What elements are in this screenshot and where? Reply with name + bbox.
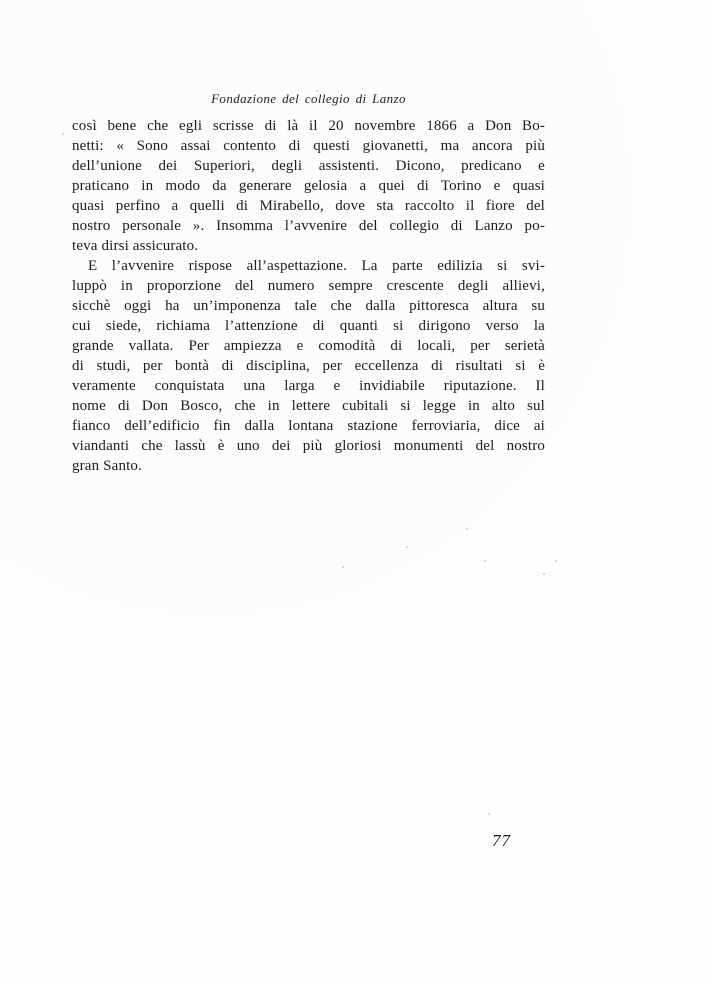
scan-speck <box>342 566 344 568</box>
scan-speck <box>484 560 486 562</box>
paragraph <box>72 116 545 256</box>
text-line: sicchè oggi ha un’imponenza tale che dalla pittoresca altura su <box>72 298 545 314</box>
scan-speck <box>62 133 64 135</box>
page-number: 77 <box>492 831 511 850</box>
scan-speck <box>466 528 468 530</box>
paragraph <box>72 256 545 476</box>
text-line: dell’unione dei Superiori, degli assistenti. Dicono, predicano e <box>72 158 545 174</box>
text-line: fianco dell’edificio fin dalla lontana stazione ferroviaria, dice ai <box>72 418 545 434</box>
text-line: luppò in proporzione del numero sempre crescente degli allievi, <box>72 278 545 294</box>
scan-speck <box>406 546 408 548</box>
text-line: praticano in modo da generare gelosia a quei di Torino e quasi <box>72 178 545 194</box>
scan-speck <box>316 90 318 92</box>
text-line: cui siede, richiama l’attenzione di quanti si dirigono verso la <box>72 318 545 334</box>
scan-speck <box>488 813 490 815</box>
text-line: veramente conquistata una larga e invidiabile riputazione. Il <box>72 378 545 394</box>
text-line: teva dirsi assicurato. <box>72 238 199 254</box>
text-line: nome di Don Bosco, che in lettere cubitali si legge in alto sul <box>72 398 545 414</box>
text-line: netti: « Sono assai contento di questi giovanetti, ma ancora più <box>72 138 545 154</box>
scan-speck <box>555 560 557 562</box>
text-line: E l’avvenire rispose all’aspettazione. La parte edilizia si svi- <box>88 258 545 274</box>
running-header: Fondazione del collegio di Lanzo <box>211 91 406 106</box>
body-text <box>72 116 545 476</box>
text-line: nostro personale ». Insomma l’avvenire del collegio di Lanzo po- <box>72 218 545 234</box>
text-line: quasi perfino a quelli di Mirabello, dove sta raccolto il fiore del <box>72 198 545 214</box>
text-line: di studi, per bontà di disciplina, per eccellenza di risultati si è <box>72 358 545 374</box>
text-line: grande vallata. Per ampiezza e comodità di locali, per serietà <box>72 338 545 354</box>
text-line: così bene che egli scrisse di là il 20 novembre 1866 a Don Bo- <box>72 118 545 134</box>
text-line: gran Santo. <box>72 458 142 474</box>
scan-speck <box>543 573 545 575</box>
text-line: viandanti che lassù è uno dei più gloriosi monumenti del nostro <box>72 438 545 454</box>
